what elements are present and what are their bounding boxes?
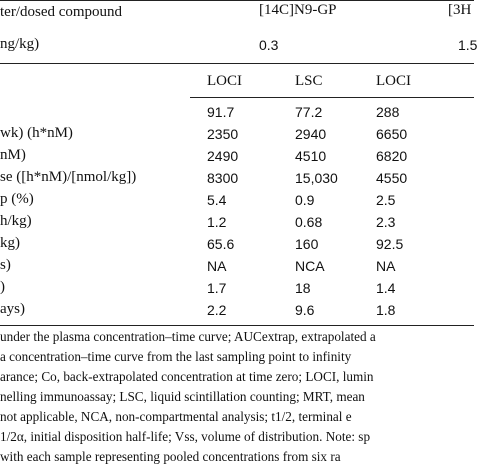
cell-col1: 2490 (207, 148, 239, 164)
footnote-line: with each sample representing pooled concentrations from six ra (0, 449, 341, 464)
row-label: h/kg) (0, 213, 32, 229)
header-compound-label: ter/dosed compound (0, 4, 123, 20)
column-heading-rule (190, 97, 474, 98)
footnote-line: nelling immunoassay; LSC, liquid scintillation counting; MRT, mean (0, 389, 365, 404)
header-compound-col1 (259, 2, 337, 19)
row-label: nM) (0, 147, 26, 163)
cell-col1: 2.2 (207, 302, 227, 318)
row-label: p (%) (0, 191, 34, 207)
table-top-rule (0, 0, 474, 1)
cell-col3: 6650 (376, 126, 408, 142)
cell-col1: 91.7 (207, 104, 235, 120)
cell-col3: NA (376, 258, 396, 274)
header-dose-label: ng/kg) (0, 36, 40, 52)
footnote-line: under the plasma concentration–time curve; AUCextrap, extrapolated a (0, 329, 376, 344)
cell-col1: 1.7 (207, 280, 227, 296)
row-label: se ([h*nM)/[nmol/kg]) (0, 169, 137, 185)
header-compound-col1-text: [14C]N9-GP (259, 2, 337, 18)
row-label: kg) (0, 235, 20, 251)
cell-col1: 5.4 (207, 192, 227, 208)
cell-col1: 1.2 (207, 214, 227, 230)
cell-col3: 4550 (376, 170, 408, 186)
cell-col2: NCA (295, 258, 325, 274)
cell-col2: 160 (295, 236, 319, 252)
cell-col1: NA (207, 258, 227, 274)
header-bottom-rule (0, 63, 474, 64)
cell-col3: 1.8 (376, 302, 396, 318)
cell-col3: 6820 (376, 148, 408, 164)
cell-col1: 65.6 (207, 236, 235, 252)
cell-col2: 0.9 (295, 192, 315, 208)
cell-col3: 1.4 (376, 280, 396, 296)
footnote-line: 1/2α, initial disposition half-life; Vss, volume of distribution. Note: sp (0, 429, 371, 444)
cell-col2: 4510 (295, 148, 327, 164)
table-bottom-rule (0, 325, 474, 326)
row-label: ) (0, 279, 5, 295)
cell-col1: 2350 (207, 126, 239, 142)
row-label: s) (0, 257, 11, 273)
cell-col2: 9.6 (295, 302, 315, 318)
header-compound-col2: [3H (448, 2, 472, 18)
cell-col2: 18 (295, 280, 311, 296)
header-dose-col1: 0.3 (259, 37, 279, 53)
row-label: wk) (h*nM) (0, 125, 73, 141)
header-dose-col2: 1.5 (458, 37, 477, 53)
cell-col2: 2940 (295, 126, 327, 142)
cell-col3: 2.3 (376, 214, 396, 230)
cell-col1: 8300 (207, 170, 239, 186)
cell-col3: 2.5 (376, 192, 396, 208)
column-heading-2: LSC (295, 73, 323, 89)
cell-col3: 92.5 (376, 236, 404, 252)
column-heading-1: LOCI (207, 73, 242, 89)
cell-col3: 288 (376, 104, 400, 120)
footnote-line: a concentration–time curve from the last sampling point to infinity (0, 349, 352, 364)
footnote-line: arance; Co, back-extrapolated concentration at time zero; LOCI, lumin (0, 369, 374, 384)
row-label: ays) (0, 301, 25, 317)
footnote-line: not applicable, NCA, non-compartmental analysis; t1/2, terminal e (0, 409, 352, 424)
cell-col2: 15,030 (295, 170, 338, 186)
column-heading-3: LOCI (376, 73, 411, 89)
cell-col2: 0.68 (295, 214, 323, 230)
cell-col2: 77.2 (295, 104, 323, 120)
